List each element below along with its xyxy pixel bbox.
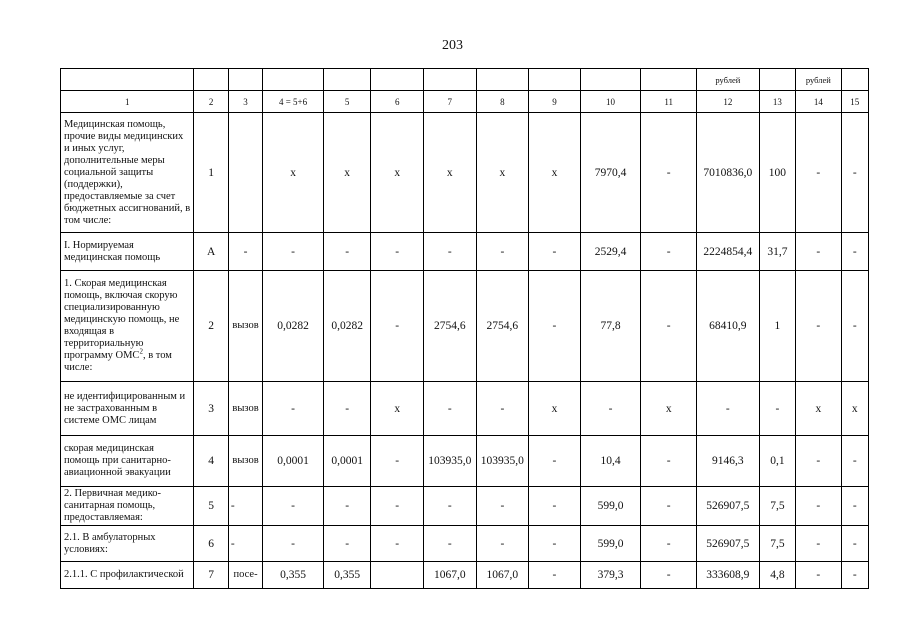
table-cell: x: [263, 113, 324, 233]
units-row: [61, 69, 869, 91]
table-cell: 7010836,0: [697, 113, 760, 233]
table-cell: -: [263, 382, 324, 436]
table-cell: x: [323, 113, 371, 233]
table-cell: -: [841, 562, 868, 589]
table-row: [61, 233, 869, 271]
table-cell: 9146,3: [697, 436, 760, 487]
table-cell: 0,355: [323, 562, 371, 589]
row-description: не идентифицированным и не застрахованным в системе ОМС лицам: [61, 382, 194, 436]
table-cell: x: [371, 113, 424, 233]
table-cell: 68410,9: [697, 271, 760, 382]
table-cell: -: [641, 271, 697, 382]
table-cell: -: [841, 271, 868, 382]
table-cell: вызов: [228, 271, 262, 382]
column-number: 12: [697, 91, 760, 113]
table-cell: -: [371, 436, 424, 487]
table-cell: -: [323, 487, 371, 526]
column-number: 9: [529, 91, 581, 113]
table-cell: А: [194, 233, 228, 271]
table-cell: -: [796, 233, 842, 271]
table-cell: -: [796, 487, 842, 526]
column-number: 13: [759, 91, 795, 113]
table-cell: 2: [194, 271, 228, 382]
table-cell: вызов: [228, 382, 262, 436]
column-number: 11: [641, 91, 697, 113]
table-cell: 1067,0: [424, 562, 477, 589]
table-cell: x: [371, 382, 424, 436]
table-cell: -: [641, 526, 697, 562]
table-cell: 7970,4: [580, 113, 641, 233]
column-number: 3: [228, 91, 262, 113]
table-cell: 2754,6: [476, 271, 529, 382]
table-cell: посе-: [228, 562, 262, 589]
column-number: 8: [476, 91, 529, 113]
table-cell: 6: [194, 526, 228, 562]
row-description: [61, 271, 194, 382]
column-number: 5: [323, 91, 371, 113]
table-cell: 0,0001: [263, 436, 324, 487]
table-cell: -: [228, 487, 262, 526]
row-description: 2. Первичная медико-санитарная помощь, предоставляемая:: [61, 487, 194, 526]
row-description: скорая медицинская помощь при санитарно-авиационной эвакуации: [61, 436, 194, 487]
footnote-marker: 2: [139, 347, 143, 356]
table-cell: 0,0282: [263, 271, 324, 382]
row-description: 2.1.1. С профилактической: [61, 562, 194, 589]
table-row: [61, 271, 869, 382]
table-cell: 379,3: [580, 562, 641, 589]
column-number: 15: [841, 91, 868, 113]
column-numbers-row: [61, 91, 869, 113]
table-cell: -: [796, 113, 842, 233]
table-cell: -: [424, 526, 477, 562]
table-cell: -: [476, 382, 529, 436]
table-cell: 4: [194, 436, 228, 487]
table-cell: -: [424, 233, 477, 271]
table-cell: -: [641, 113, 697, 233]
table-cell: -: [371, 233, 424, 271]
table-cell: x: [476, 113, 529, 233]
table-cell: -: [529, 487, 581, 526]
table-cell: x: [796, 382, 842, 436]
table-row: [61, 113, 869, 233]
column-number: 7: [424, 91, 477, 113]
table-cell: 5: [194, 487, 228, 526]
table-row: [61, 526, 869, 562]
table-cell: 103935,0: [476, 436, 529, 487]
table-cell: 103935,0: [424, 436, 477, 487]
table-row: [61, 436, 869, 487]
table-cell: -: [476, 233, 529, 271]
data-table: [60, 68, 869, 589]
table-cell: 2754,6: [424, 271, 477, 382]
table-cell: -: [841, 487, 868, 526]
table-cell: -: [796, 562, 842, 589]
table-cell: x: [424, 113, 477, 233]
table-cell: 31,7: [759, 233, 795, 271]
table-cell: 2529,4: [580, 233, 641, 271]
table-cell: -: [228, 526, 262, 562]
column-number: 1: [61, 91, 194, 113]
table-cell: -: [529, 271, 581, 382]
table-cell: -: [263, 233, 324, 271]
table-cell: 4,8: [759, 562, 795, 589]
table-cell: -: [759, 382, 795, 436]
unit-label-col14: рублей: [796, 69, 842, 91]
table-row: [61, 562, 869, 589]
table-cell: -: [476, 526, 529, 562]
table-cell: 0,0001: [323, 436, 371, 487]
table-cell: -: [476, 487, 529, 526]
table-cell: 333608,9: [697, 562, 760, 589]
table-cell: -: [841, 526, 868, 562]
table-cell: x: [529, 382, 581, 436]
table-cell: -: [323, 382, 371, 436]
table-cell: вызов: [228, 436, 262, 487]
table-cell: -: [263, 487, 324, 526]
table-cell: -: [529, 526, 581, 562]
table-cell: -: [228, 233, 262, 271]
table-cell: 0,355: [263, 562, 324, 589]
page-number: 203: [442, 38, 463, 53]
unit-label-col12: рублей: [697, 69, 760, 91]
table-cell: x: [841, 382, 868, 436]
column-number: 2: [194, 91, 228, 113]
table-cell: 0,0282: [323, 271, 371, 382]
table-cell: -: [796, 436, 842, 487]
table-cell: 599,0: [580, 526, 641, 562]
column-number: 6: [371, 91, 424, 113]
table-cell: 0,1: [759, 436, 795, 487]
table-cell: -: [796, 526, 842, 562]
table-cell: -: [424, 382, 477, 436]
table-cell: 2224854,4: [697, 233, 760, 271]
row-description: 2.1. В амбулаторных условиях:: [61, 526, 194, 562]
table-cell: 526907,5: [697, 487, 760, 526]
table-cell: x: [641, 382, 697, 436]
table-row: [61, 487, 869, 526]
table-cell: -: [371, 487, 424, 526]
row-description: Медицинская помощь, прочие виды медицинских и иных услуг, дополнительные меры социальной защиты (поддержки), предоставляемые за счет бюджетных ассигнований, в том числе:: [61, 113, 194, 233]
table-cell: 599,0: [580, 487, 641, 526]
column-number: 14: [796, 91, 842, 113]
table-cell: -: [697, 382, 760, 436]
table-cell: 7,5: [759, 526, 795, 562]
table-cell: -: [796, 271, 842, 382]
table-cell: 1: [759, 271, 795, 382]
table-cell: 10,4: [580, 436, 641, 487]
table-cell: -: [529, 233, 581, 271]
table-cell: -: [641, 487, 697, 526]
table-cell: -: [529, 436, 581, 487]
table-cell: 1067,0: [476, 562, 529, 589]
row-description-text: 1. Скорая медицинская помощь, включая скорую специализированную медицинскую помощь, не входящая в территориальную программу ОМС: [64, 278, 180, 361]
table-cell: -: [371, 526, 424, 562]
table-cell: -: [841, 436, 868, 487]
table-cell: [371, 562, 424, 589]
table-cell: -: [529, 562, 581, 589]
column-number: 4 = 5+6: [263, 91, 324, 113]
column-number: 10: [580, 91, 641, 113]
table-cell: 77,8: [580, 271, 641, 382]
table-cell: -: [263, 526, 324, 562]
table-cell: -: [641, 562, 697, 589]
table-cell: -: [580, 382, 641, 436]
table-cell: -: [841, 233, 868, 271]
table-cell: -: [841, 113, 868, 233]
table-cell: 3: [194, 382, 228, 436]
table-cell: 100: [759, 113, 795, 233]
table-cell: 7,5: [759, 487, 795, 526]
row-description-tail: , в том числе:: [64, 350, 172, 373]
row-description: I. Нормируемая медицинская помощь: [61, 233, 194, 271]
table-cell: -: [323, 526, 371, 562]
table-cell: 526907,5: [697, 526, 760, 562]
table-row: [61, 382, 869, 436]
table-cell: -: [371, 271, 424, 382]
table-cell: -: [323, 233, 371, 271]
table-cell: [228, 113, 262, 233]
table-cell: -: [641, 233, 697, 271]
table-cell: 1: [194, 113, 228, 233]
table-cell: -: [641, 436, 697, 487]
table-cell: 7: [194, 562, 228, 589]
table-cell: -: [424, 487, 477, 526]
table-cell: x: [529, 113, 581, 233]
